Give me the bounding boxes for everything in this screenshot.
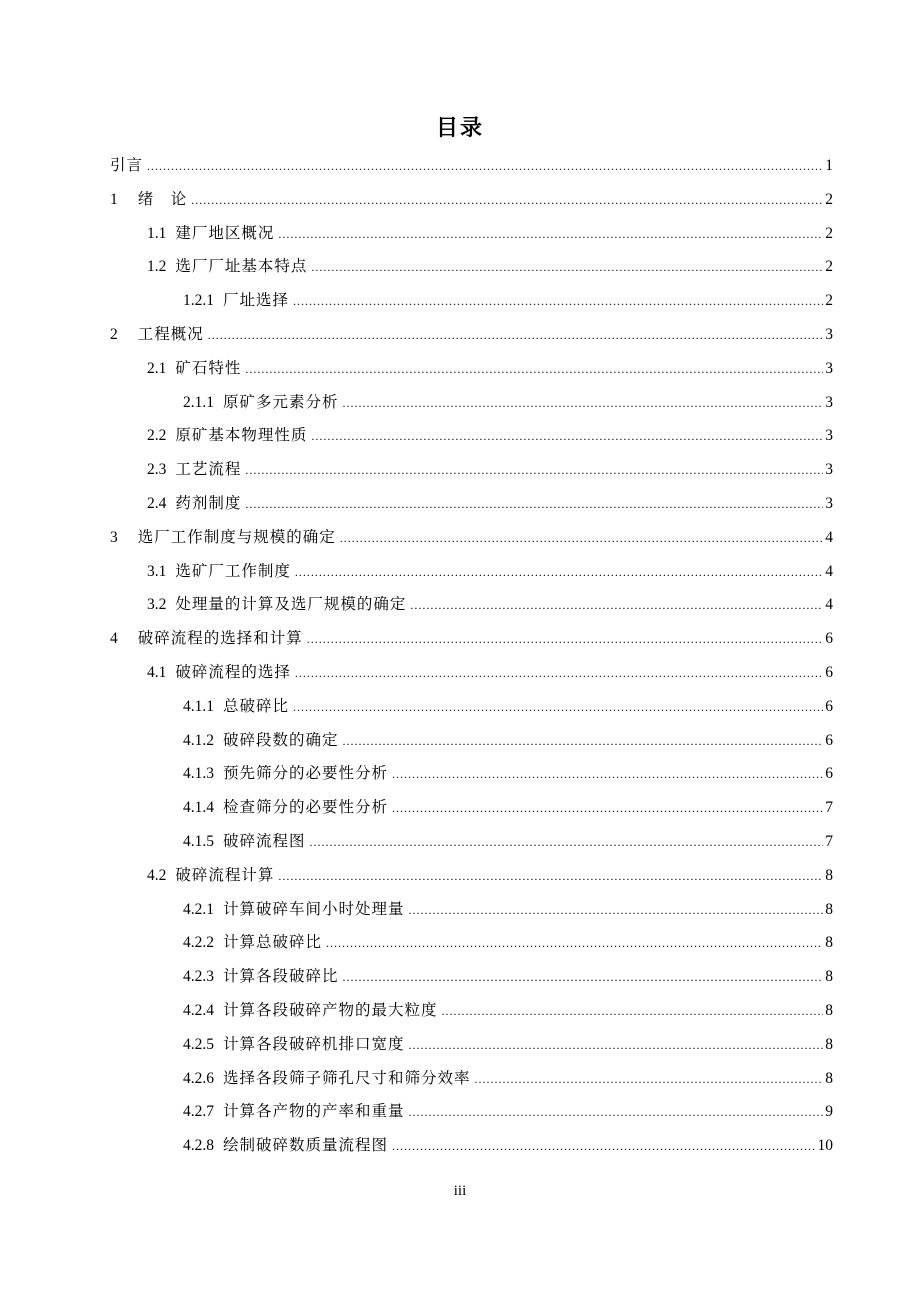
toc-dot-leader <box>295 657 823 691</box>
toc-entry-label: 原矿多元素分析 <box>223 392 339 411</box>
toc-dot-leader <box>147 150 823 184</box>
toc-dot-leader <box>326 927 823 961</box>
toc-dot-leader <box>392 792 823 826</box>
toc-entry-label: 破碎流程计算 <box>175 865 275 884</box>
toc-entry-number: 4.1.2 <box>183 731 214 749</box>
toc-dot-leader <box>245 488 823 522</box>
toc-entry-page: 10 <box>817 1137 833 1155</box>
toc-entry-label: 破碎段数的确定 <box>223 730 339 749</box>
toc-entry-page: 4 <box>825 596 833 614</box>
toc-dot-leader <box>245 454 823 488</box>
toc-entry[interactable] <box>110 217 833 251</box>
toc-dot-leader <box>208 319 823 353</box>
toc-dot-leader <box>409 1096 824 1130</box>
toc-dot-leader <box>409 1029 824 1063</box>
toc-entry[interactable] <box>110 825 833 859</box>
toc-entry[interactable] <box>110 1095 833 1129</box>
toc-entry-label: 选厂厂址基本特点 <box>175 257 308 276</box>
toc-entry[interactable] <box>110 1028 833 1062</box>
toc-entry-page: 2 <box>825 258 833 276</box>
toc-entry-number: 2.2 <box>147 427 167 445</box>
toc-entry-label: 破碎流程图 <box>223 831 306 850</box>
toc-entry-label: 计算总破碎比 <box>223 933 323 952</box>
toc-entry-page: 3 <box>825 393 833 411</box>
toc-entry-number: 1.2.1 <box>183 292 214 310</box>
toc-entry-page: 3 <box>825 494 833 512</box>
toc-entry-label: 检查筛分的必要性分析 <box>223 798 389 817</box>
toc-dot-leader <box>310 826 824 860</box>
toc-entry-number: 3 <box>110 528 118 546</box>
toc-dot-leader <box>295 556 823 590</box>
toc-entry[interactable] <box>110 757 833 791</box>
toc-entry-number: 3.1 <box>147 562 167 580</box>
toc-entry-label: 总破碎比 <box>223 696 290 715</box>
toc-entry-label: 厂址选择 <box>223 291 290 310</box>
toc-entry-number: 2.1.1 <box>183 393 214 411</box>
toc-entry-page: 8 <box>825 866 833 884</box>
toc-dot-leader <box>475 1063 824 1097</box>
toc-entry[interactable] <box>110 1129 833 1163</box>
toc-entry-number: 4.2 <box>147 866 167 884</box>
toc-entry-page: 8 <box>825 968 833 986</box>
toc-entry-number: 4.1.1 <box>183 697 214 715</box>
toc-entry-page: 1 <box>825 157 833 174</box>
toc-dot-leader <box>278 218 823 252</box>
toc-entry-number: 1.2 <box>147 258 167 276</box>
toc-entry-label: 计算各产物的产率和重量 <box>223 1102 405 1121</box>
toc-entry[interactable] <box>110 250 833 284</box>
toc-entry-number: 2.4 <box>147 494 167 512</box>
toc-entry[interactable] <box>110 622 833 656</box>
toc-entry[interactable] <box>110 284 833 318</box>
toc-entry[interactable] <box>110 352 833 386</box>
toc-entry-number: 4.2.7 <box>183 1103 214 1121</box>
toc-dot-leader <box>410 589 823 623</box>
toc-entry-label: 选择各段筛子筛孔尺寸和筛分效率 <box>223 1068 471 1087</box>
toc-entry-number: 4.2.8 <box>183 1137 214 1155</box>
toc-entry[interactable] <box>110 555 833 589</box>
toc-entry[interactable] <box>110 588 833 622</box>
toc-entry-number: 4.2.1 <box>183 900 214 918</box>
toc-dot-leader <box>409 894 824 928</box>
toc-entry-number: 4.2.2 <box>183 934 214 952</box>
toc-dot-leader <box>340 522 823 556</box>
toc-entry-label: 破碎流程的选择 <box>175 662 291 681</box>
toc-entry-number: 4 <box>110 630 118 648</box>
toc-entry-page: 3 <box>825 325 833 343</box>
table-of-contents <box>110 149 833 1163</box>
toc-dot-leader <box>307 623 823 657</box>
toc-entry-page: 6 <box>825 663 833 681</box>
toc-entry-page: 8 <box>825 900 833 918</box>
toc-entry[interactable] <box>110 656 833 690</box>
toc-entry-label: 计算各段破碎机排口宽度 <box>223 1034 405 1053</box>
toc-entry[interactable] <box>110 791 833 825</box>
toc-entry-label: 处理量的计算及选厂规模的确定 <box>175 595 407 614</box>
toc-entry-label: 工艺流程 <box>175 460 242 479</box>
toc-entry-page: 8 <box>825 1035 833 1053</box>
toc-entry-label: 选厂工作制度与规模的确定 <box>137 527 336 546</box>
toc-entry-page: 6 <box>825 731 833 749</box>
toc-entry[interactable] <box>110 893 833 927</box>
toc-dot-leader <box>392 1130 815 1164</box>
toc-entry-number: 4.2.6 <box>183 1069 214 1087</box>
toc-entry-page: 8 <box>825 934 833 952</box>
toc-entry[interactable] <box>110 724 833 758</box>
toc-entry-number: 1.1 <box>147 224 167 242</box>
toc-entry-page: 2 <box>825 190 833 208</box>
toc-entry[interactable] <box>110 453 833 487</box>
toc-entry[interactable] <box>110 149 833 183</box>
toc-entry-label: 药剂制度 <box>175 493 242 512</box>
toc-dot-leader <box>442 995 824 1029</box>
toc-dot-leader <box>343 725 824 759</box>
toc-entry-label: 选矿厂工作制度 <box>175 561 291 580</box>
page-number: iii <box>453 1183 467 1199</box>
toc-dot-leader <box>245 353 823 387</box>
page-title: 目录 <box>435 116 484 141</box>
toc-entry-number: 4.1.3 <box>183 765 214 783</box>
toc-dot-leader <box>343 961 824 995</box>
toc-entry[interactable] <box>110 1062 833 1096</box>
toc-entry-label: 绘制破碎数质量流程图 <box>223 1136 389 1155</box>
toc-entry-page: 2 <box>825 224 833 242</box>
toc-entry[interactable] <box>110 386 833 420</box>
toc-entry-number: 2.3 <box>147 461 167 479</box>
toc-entry[interactable] <box>110 960 833 994</box>
toc-entry-label: 绪 论 <box>137 189 188 208</box>
toc-dot-leader <box>191 184 823 218</box>
toc-entry[interactable] <box>110 183 833 217</box>
toc-entry[interactable] <box>110 521 833 555</box>
toc-entry-label: 破碎流程的选择和计算 <box>137 629 303 648</box>
toc-entry[interactable] <box>110 318 833 352</box>
toc-entry[interactable] <box>110 690 833 724</box>
toc-entry-page: 7 <box>825 832 833 850</box>
toc-entry-page: 2 <box>825 292 833 310</box>
toc-dot-leader <box>311 420 823 454</box>
toc-dot-leader <box>392 758 823 792</box>
toc-entry-page: 3 <box>825 359 833 377</box>
toc-entry-label: 计算各段破碎产物的最大粒度 <box>223 1000 438 1019</box>
toc-dot-leader <box>278 860 823 894</box>
toc-dot-leader <box>311 251 823 285</box>
toc-entry-number: 2 <box>110 325 118 343</box>
toc-entry-label: 建厂地区概况 <box>175 223 275 242</box>
toc-entry-label: 计算各段破碎比 <box>223 967 339 986</box>
toc-entry-number: 4.2.5 <box>183 1035 214 1053</box>
toc-entry-page: 6 <box>825 765 833 783</box>
toc-entry-number: 2.1 <box>147 359 167 377</box>
toc-entry[interactable] <box>110 926 833 960</box>
toc-entry-number: 4.1.4 <box>183 799 214 817</box>
toc-entry-number: 3.2 <box>147 596 167 614</box>
toc-entry-number: 4.1 <box>147 663 167 681</box>
toc-entry-page: 6 <box>825 697 833 715</box>
toc-entry[interactable] <box>110 859 833 893</box>
toc-entry-label: 计算破碎车间小时处理量 <box>223 899 405 918</box>
toc-entry-page: 8 <box>825 1069 833 1087</box>
toc-dot-leader <box>343 387 824 421</box>
toc-entry[interactable] <box>110 487 833 521</box>
toc-entry-page: 4 <box>825 562 833 580</box>
toc-entry-number: 4.2.4 <box>183 1001 214 1019</box>
toc-entry-label: 原矿基本物理性质 <box>175 426 308 445</box>
toc-entry-page: 3 <box>825 461 833 479</box>
toc-entry-label: 矿石特性 <box>175 358 242 377</box>
toc-entry[interactable] <box>110 419 833 453</box>
toc-entry-label: 预先筛分的必要性分析 <box>223 764 389 783</box>
toc-entry[interactable] <box>110 994 833 1028</box>
toc-dot-leader <box>293 691 823 725</box>
toc-entry-page: 4 <box>825 528 833 546</box>
toc-entry-label: 工程概况 <box>137 324 204 343</box>
toc-entry-page: 9 <box>825 1103 833 1121</box>
toc-entry-number: 1 <box>110 190 118 208</box>
toc-entry-page: 8 <box>825 1001 833 1019</box>
toc-entry-page: 3 <box>825 427 833 445</box>
toc-entry-page: 6 <box>825 630 833 648</box>
toc-dot-leader <box>293 285 823 319</box>
toc-entry-number: 4.2.3 <box>183 968 214 986</box>
toc-entry-page: 7 <box>825 799 833 817</box>
toc-entry-label: 引言 <box>110 156 144 174</box>
toc-entry-number: 4.1.5 <box>183 832 214 850</box>
